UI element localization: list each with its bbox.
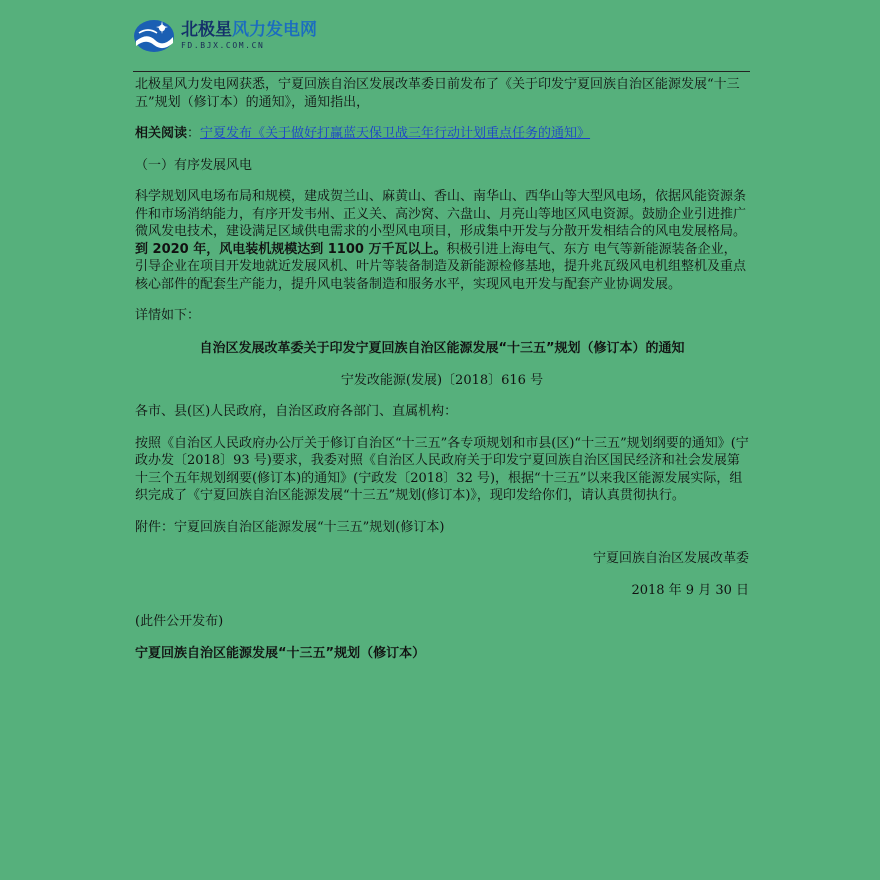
related-reading: [135, 125, 749, 143]
wind-power-paragraph: [135, 188, 749, 293]
wind-power-text-b: 积极引进上海电气、东方 电气等新能源装备企业，引导企业在项目开发地就近发展风机、叶片等装备制造及新能源检修基地，提升兆瓦级风电机组整机及重点核心部件的配套生产能力，提升风电装备制造和服务水平，实现风电开发与配套产业协调发展。: [135, 241, 747, 292]
related-reading-link[interactable]: 宁夏发布《关于做好打赢蓝天保卫战三年行动计划重点任务的通知》: [200, 126, 591, 141]
polaris-logo-icon[interactable]: [133, 19, 175, 53]
document-number: 宁发改能源(发展)〔2018〕616 号: [340, 372, 544, 388]
plan-title: 宁夏回族自治区能源发展“十三五”规划（修订本）: [135, 645, 426, 661]
site-header: [133, 16, 317, 56]
logo-title: [181, 22, 317, 39]
header-divider: [133, 71, 750, 72]
wind-power-text-a: 科学规划风电场布局和规模，建成贺兰山、麻黄山、香山、南华山、西华山等大型风电场，依据风能资源条件和市场消纳能力，有序开发韦州、正义关、高沙窝、六盘山、月亮山等地区风电资源。鼓励企业引进推广微风发电技术，建设满足区域供电需求的小型风电项目，形成集中开发与分散开发相结合的风电发展格局。: [135, 189, 747, 239]
wind-power-target: 到 2020 年，风电装机规模达到 1100 万千瓦以上。: [135, 241, 447, 257]
intro-paragraph: 北极星风力发电网获悉，宁夏回族自治区发展改革委日前发布了《关于印发宁夏回族自治区能源发展“十三五”规划（修订本）的通知》，通知指出，: [135, 77, 740, 110]
logo-brand: 北极星: [181, 20, 232, 40]
attachment-line: 附件：宁夏回族自治区能源发展“十三五”规划(修订本): [135, 519, 445, 535]
logo-url: FD.BJX.COM.CN: [181, 41, 265, 50]
section-heading: （一）有序发展风电: [135, 157, 253, 173]
logo-text[interactable]: [181, 22, 317, 50]
notice-title: 自治区发展改革委关于印发宁夏回族自治区能源发展“十三五”规划（修订本）的通知: [199, 340, 685, 356]
article-body: [135, 76, 749, 662]
issuer-signature: 宁夏回族自治区发展改革委: [592, 551, 749, 566]
details-label: 详情如下：: [135, 308, 201, 323]
notice-paragraph: 按照《自治区人民政府办公厅关于修订自治区“十三五”各专项规划和市县(区)“十三五”规划纲要的通知》(宁政办发〔2018〕93 号)要求，我委对照《自治区人民政府关于印发宁夏回族自治区国民经济和社会发展第十三个五年规划纲要(修订本)的通知》(宁政发〔2018〕32 号)，根据“十三五”以来我区能源发展实际，组织完成了《宁夏回族自治区能源发展“十三五”规划(修订本)》，现印发给你们，请认真贯彻执行。: [135, 435, 749, 503]
recipients: 各市、县(区)人民政府，自治区政府各部门、直属机构：: [135, 404, 458, 419]
logo-site-name: 风力发电网: [232, 20, 317, 40]
related-reading-colon: ：: [187, 126, 201, 141]
public-release-note: (此件公开发布): [135, 614, 224, 629]
related-reading-label: 相关阅读: [135, 126, 188, 141]
issue-date: 2018 年 9 月 30 日: [631, 582, 749, 598]
